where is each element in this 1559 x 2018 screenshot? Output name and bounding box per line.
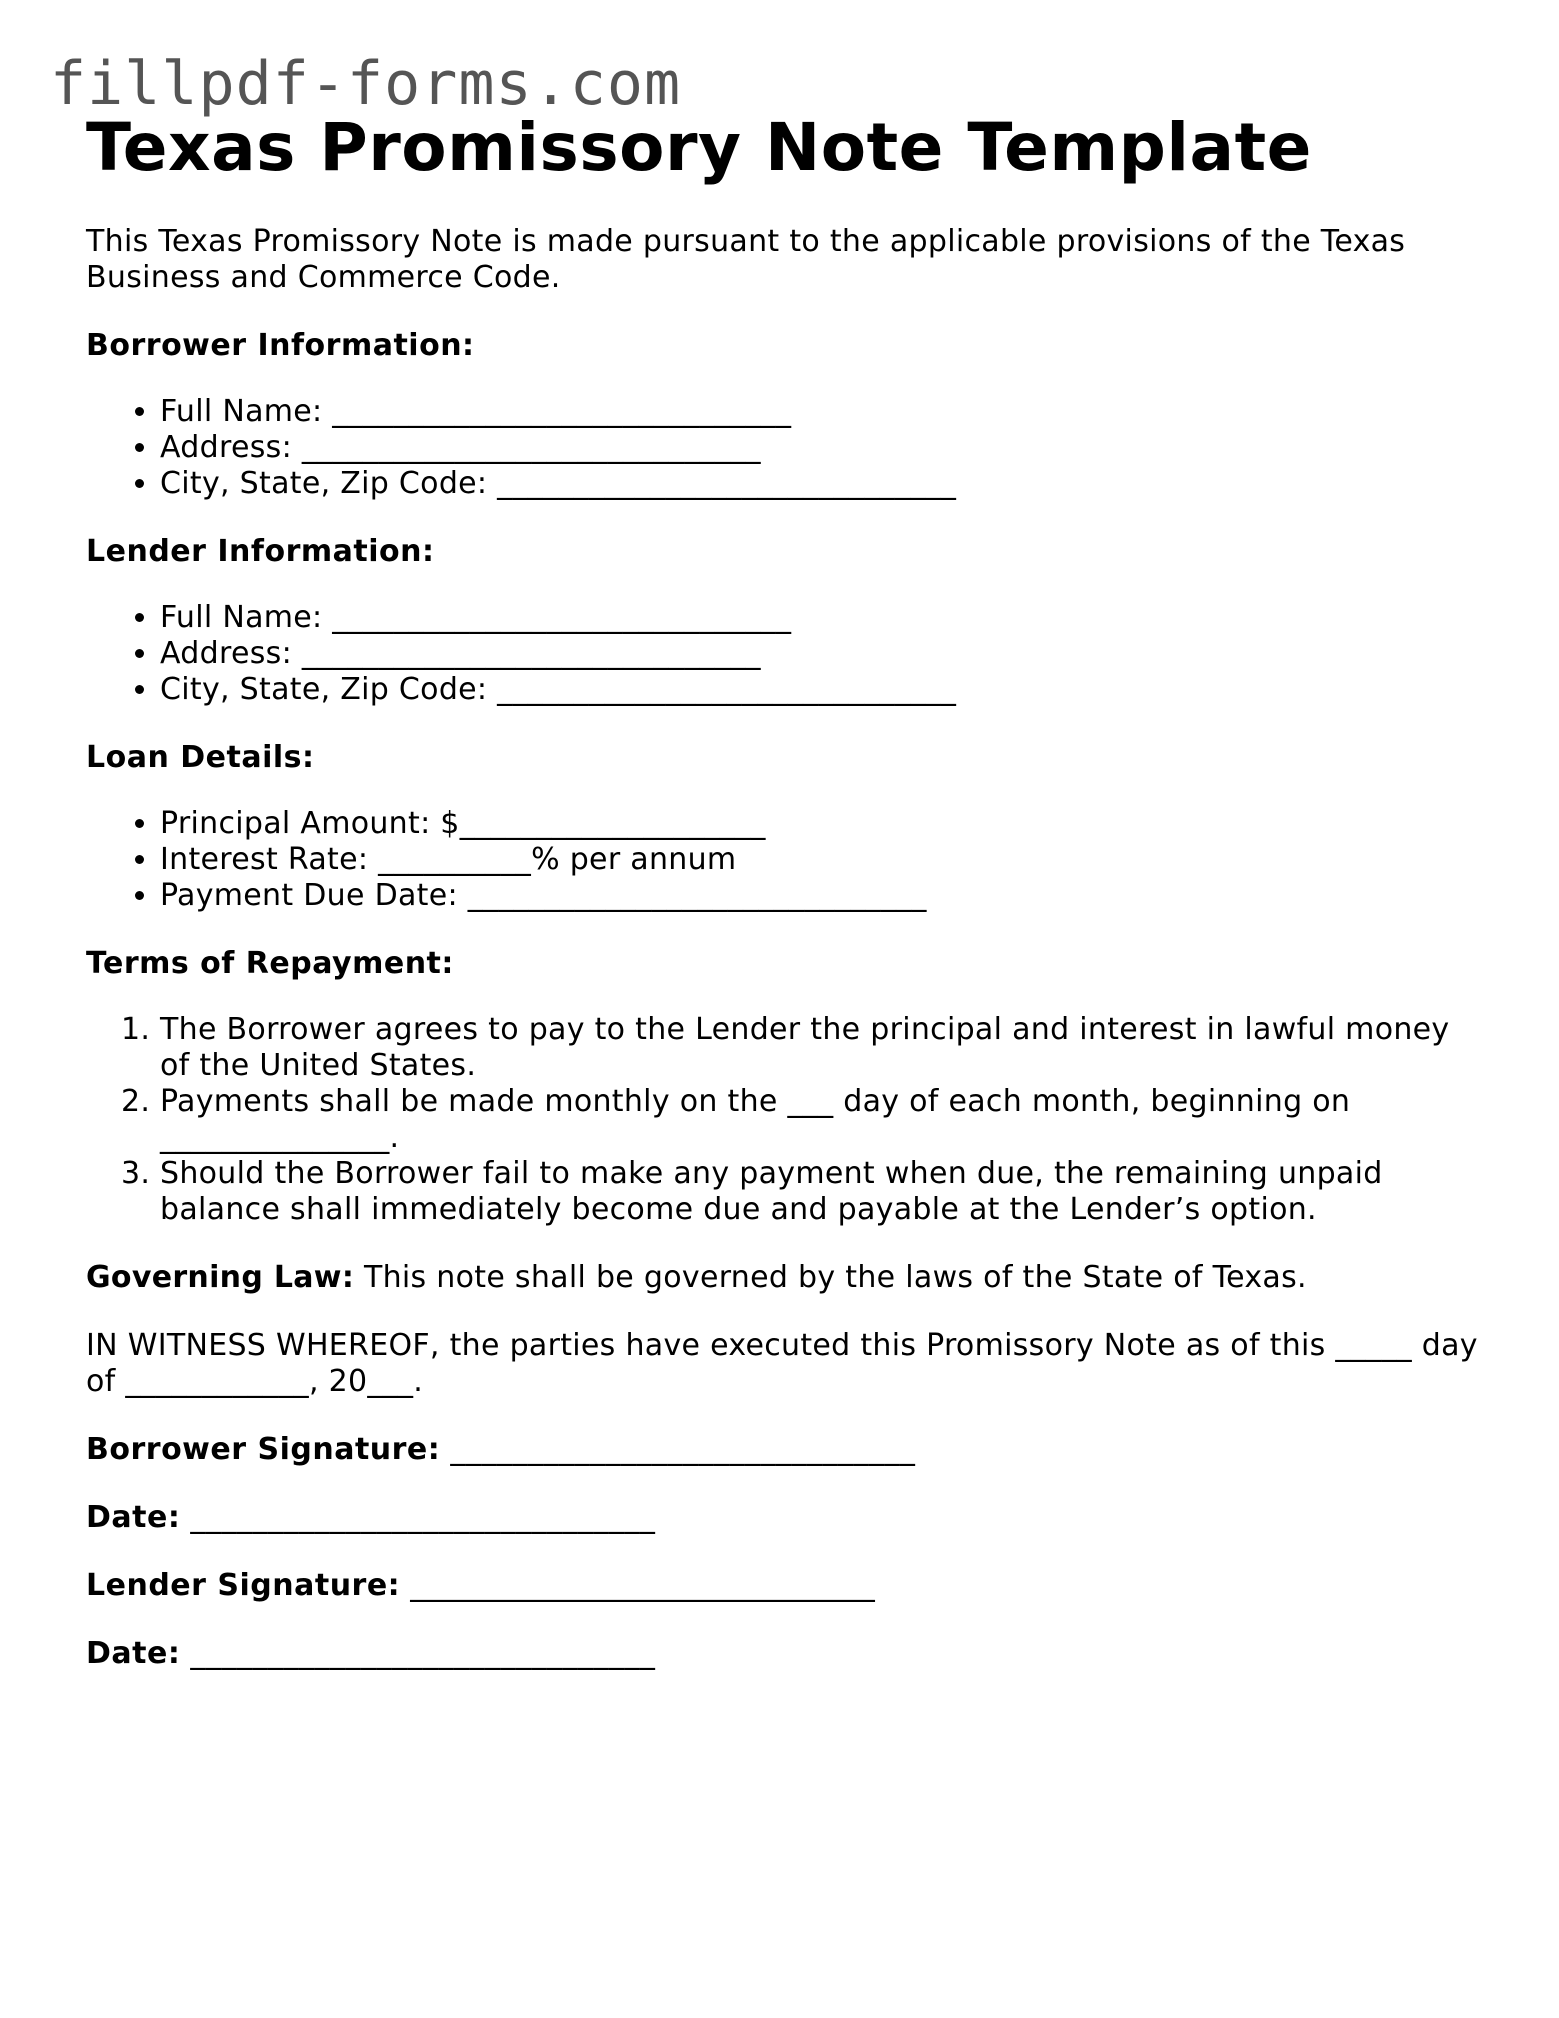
lender-date-field: ______________________________ — [180, 1636, 656, 1671]
page-title: Texas Promissory Note Template — [86, 109, 1312, 186]
borrower-signature-field: ______________________________ — [440, 1432, 916, 1467]
loan-heading: Loan Details: — [86, 740, 315, 775]
governing-law — [86, 1260, 1486, 1296]
lender-full-name: • Full Name: ______________________________ — [160, 600, 1486, 636]
borrower-heading: Borrower Information: — [86, 328, 475, 363]
loan-due-date: • Payment Due Date: ______________________________ — [160, 878, 1486, 914]
repayment-term-2: 2. Payments shall be made monthly on the ___ day of each month, beginning on _______________. — [160, 1084, 1486, 1156]
borrower-city-state-zip: • City, State, Zip Code: ______________________________ — [160, 466, 1486, 502]
lender-signature-label: Lender Signature: — [86, 1568, 401, 1603]
borrower-date-line — [86, 1500, 1486, 1536]
borrower-date-field: ______________________________ — [180, 1500, 656, 1535]
borrower-list — [86, 394, 1486, 502]
document-body — [86, 108, 1486, 1672]
loan-principal: • Principal Amount: $____________________ — [160, 806, 1486, 842]
lender-signature-field: ______________________________ — [400, 1568, 876, 1603]
borrower-signature-label: Borrower Signature: — [86, 1432, 441, 1467]
repayment-term-3: 3. Should the Borrower fail to make any payment when due, the remaining unpaid balance shall immediately become due and payable at the Lender’s option. — [160, 1156, 1486, 1228]
borrower-date-label: Date: — [86, 1500, 181, 1535]
repayment-term-1: 1. The Borrower agrees to pay to the Lender the principal and interest in lawful money of the United States. — [160, 1012, 1486, 1084]
borrower-address: • Address: ______________________________ — [160, 430, 1486, 466]
lender-signature-line — [86, 1568, 1486, 1604]
lender-heading: Lender Information: — [86, 534, 435, 569]
lender-date-line — [86, 1636, 1486, 1672]
lender-list — [86, 600, 1486, 708]
loan-list — [86, 806, 1486, 914]
witness-paragraph: IN WITNESS WHEREOF, the parties have executed this Promissory Note as of this _____ day of ____________, 20___. — [86, 1328, 1478, 1399]
borrower-full-name: • Full Name: ______________________________ — [160, 394, 1486, 430]
repayment-list — [86, 1012, 1486, 1228]
lender-date-label: Date: — [86, 1636, 181, 1671]
lender-address: • Address: ______________________________ — [160, 636, 1486, 672]
loan-interest-rate: • Interest Rate: __________% per annum — [160, 842, 1486, 878]
intro-paragraph: This Texas Promissory Note is made pursuant to the applicable provisions of the Texas Business and Commerce Code. — [86, 224, 1406, 295]
lender-city-state-zip: • City, State, Zip Code: ______________________________ — [160, 672, 1486, 708]
governing-law-label: Governing Law: — [86, 1260, 355, 1295]
watermark: fillpdf-forms.com — [50, 49, 682, 119]
repayment-heading: Terms of Repayment: — [86, 946, 454, 981]
governing-law-text: This note shall be governed by the laws of the State of Texas. — [354, 1260, 1307, 1295]
borrower-signature-line — [86, 1432, 1486, 1468]
